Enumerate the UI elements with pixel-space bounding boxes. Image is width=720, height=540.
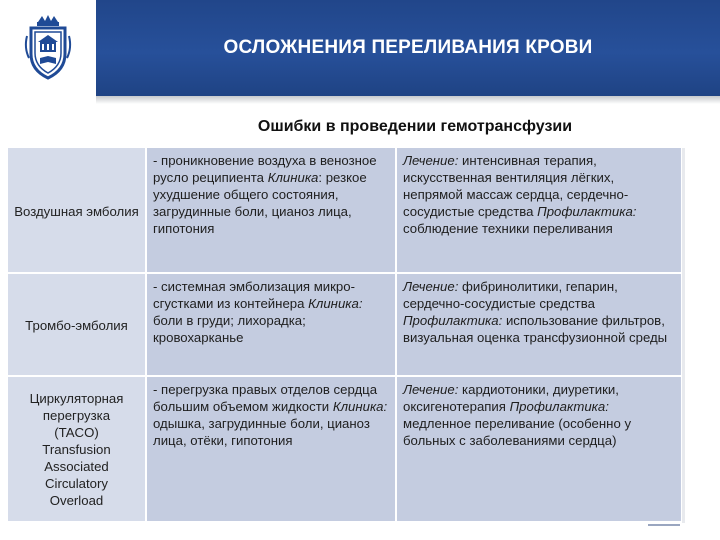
description-text: - проникновение воздуха в венозное русло реципиента: [153, 153, 377, 185]
title-banner: [96, 0, 720, 96]
treatment-text: интенсивная терапия, искусственная вентиляция лёгких, непрямой массаж сердца, сердечно-сосудистые средства: [403, 153, 629, 219]
table-row-name: [8, 148, 145, 274]
prevention-label: Профилактика:: [403, 313, 503, 328]
treatment-label: Лечение:: [403, 279, 459, 294]
table-cell-description: [145, 377, 395, 523]
table-row-name: [8, 377, 145, 523]
clinic-label: Клиника: [267, 170, 319, 185]
logo-container: [0, 0, 96, 96]
table-cell-description: [145, 274, 395, 377]
treatment-text: фибринолитики, гепарин, сердечно-сосудистые средства: [403, 279, 618, 311]
description-text: - системная эмболизация микро-сгустками из контейнера: [153, 279, 355, 311]
complications-table: [8, 148, 681, 523]
description-text: - перегрузка правых отделов сердца большим объемом жидкости: [153, 382, 378, 414]
table-cell-treatment: [395, 377, 681, 523]
clinic-label: Клиника:: [332, 399, 388, 414]
university-crest-icon: [22, 14, 74, 82]
table-cell-treatment: [395, 274, 681, 377]
clinic-text: одышка, загрудинные боли, цианоз лица, отёки, гипотония: [153, 416, 370, 448]
prevention-text: медленное переливание (особенно у больных с заболеваниями сердца): [403, 416, 632, 448]
page-title: ОСЛОЖНЕНИЯ ПЕРЕЛИВАНИЯ КРОВИ: [223, 37, 593, 58]
table-cell-treatment: [395, 148, 681, 274]
section-subtitle: Ошибки в проведении гемотрансфузии: [257, 118, 573, 135]
table-edge-shadow: [682, 148, 685, 523]
slide-corner-mark: [648, 524, 680, 526]
prevention-text: соблюдение техники переливания: [403, 221, 613, 236]
prevention-label: Профилактика:: [537, 204, 637, 219]
clinic-label: Клиника:: [308, 296, 363, 311]
table-cell-description: [145, 148, 395, 274]
complication-name: Воздушная эмболия: [14, 203, 139, 219]
prevention-text: использование фильтров, визуальная оценка трансфузионной среды: [403, 313, 668, 345]
clinic-text: : резкое ухудшение общего состояния, загрудинные боли, цианоз лица, гипотония: [153, 170, 367, 236]
clinic-text: боли в груди; лихорадка; кровохарканье: [153, 313, 306, 345]
prevention-label: Профилактика:: [509, 399, 609, 414]
table-row-name: [8, 274, 145, 377]
treatment-label: Лечение:: [403, 153, 459, 168]
complication-name: Тромбо-эмболия: [25, 318, 128, 333]
treatment-label: Лечение:: [403, 382, 459, 397]
banner-shadow: [96, 96, 720, 104]
treatment-text: кардиотоники, диуретики, оксигенотерапия: [403, 382, 619, 414]
complication-name: Циркуляторная перегрузка (TACO) Transfusion Associated Circulatory Overload: [29, 390, 124, 508]
